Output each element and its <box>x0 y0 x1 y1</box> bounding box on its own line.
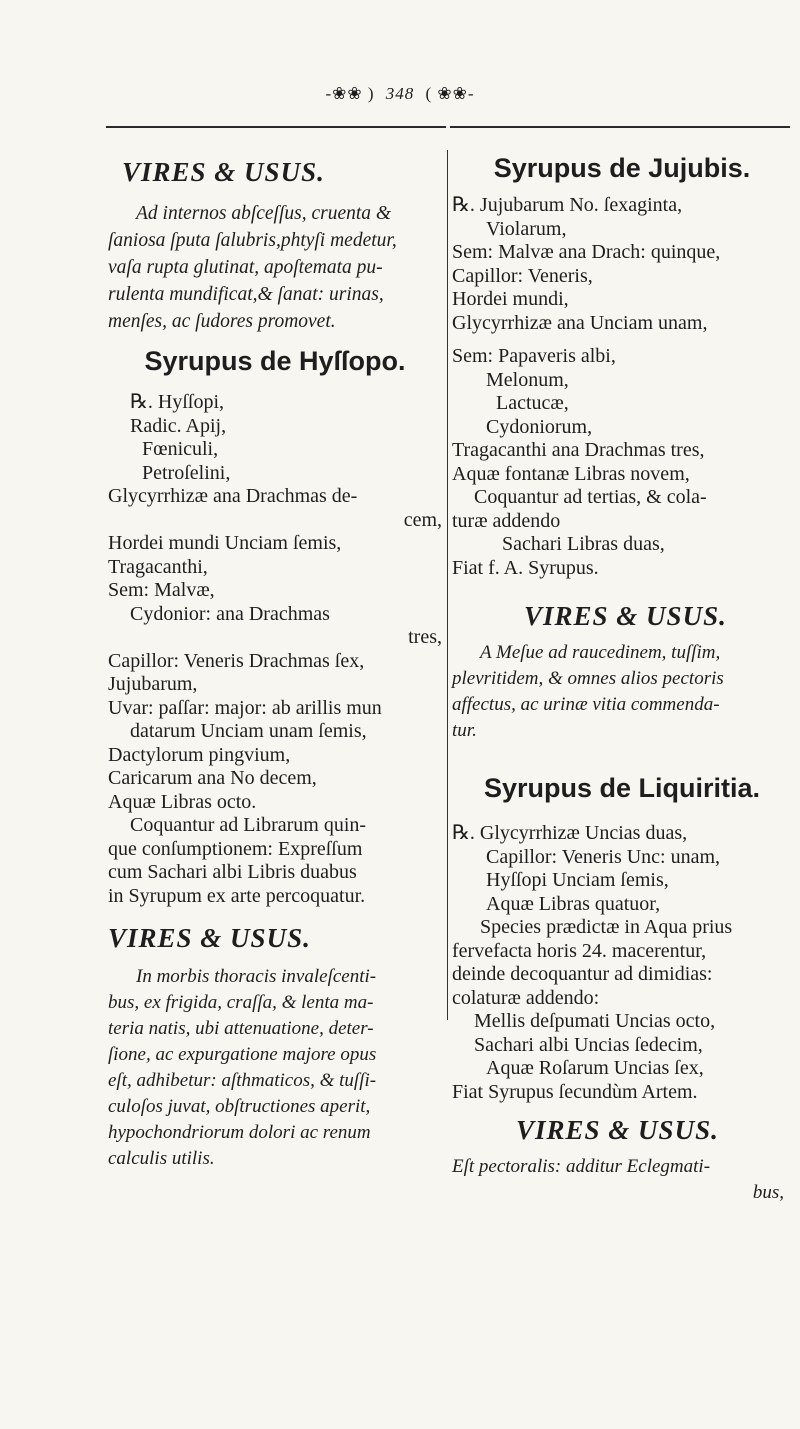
text-line: Ad internos abſceſſus, cruenta & <box>136 203 392 224</box>
recipe-line: Lactucæ, <box>496 392 569 414</box>
recipe-line: Violarum, <box>486 217 567 240</box>
recipe-line: colaturæ addendo: <box>452 986 600 1009</box>
recipe-line: Coquantur ad tertias, & cola- <box>474 486 707 508</box>
recipe-line: Jujubarum, <box>108 673 198 695</box>
text-line: bus, ex frigida, craſſa, & lenta ma- <box>108 992 374 1013</box>
recipe-line: Hordei mundi Unciam ſemis, <box>108 532 342 554</box>
recipe-line: Fœniculi, <box>142 438 219 460</box>
page-number: 348 <box>385 84 415 103</box>
recipe-line: Capillor: Veneris, <box>452 264 593 287</box>
recipe-line: Caricarum ana No decem, <box>108 767 317 789</box>
vires-usus-heading: VIRES & USUS. <box>524 601 727 631</box>
text-line: plevritidem, & omnes alios pectoris <box>452 668 724 689</box>
recipe-line: deinde decoquantur ad dimidias: <box>452 963 713 985</box>
section-title: Syrupus de Liquiritia. <box>483 773 761 803</box>
section-title: Syrupus de Jujubis. <box>493 153 751 183</box>
recipe-line: Cydoniorum, <box>486 415 593 438</box>
page-header <box>0 84 800 112</box>
recipe-line: Melonum, <box>486 368 569 391</box>
text-line: eſt, adhibetur: aſthmaticos, & tuſſi- <box>108 1070 377 1091</box>
recipe-line: Glycyrrhizæ ana Drachmas de- <box>108 485 358 507</box>
recipe-line: Species prædictæ in Aqua prius <box>480 916 733 938</box>
column-divider <box>447 150 448 1020</box>
recipe-line: Capillor: Veneris Unc: unam, <box>486 845 721 868</box>
usus-paragraph <box>452 1154 792 1206</box>
recipe-line: tres, <box>408 626 442 648</box>
recipe-line: Aquæ Libras octo. <box>108 790 257 813</box>
text-line: A Meſue ad raucedinem, tuſſim, <box>480 642 721 663</box>
header-rule-right <box>450 126 790 128</box>
recipe-line: cum Sachari albi Libris duabus <box>108 861 357 883</box>
text-line: teria natis, ubi attenuatione, deter- <box>108 1018 374 1039</box>
recipe-jujubis <box>452 194 792 580</box>
recipe-line: cem, <box>403 508 442 531</box>
recipe-line: Hordei mundi, <box>452 288 569 310</box>
text-line: In morbis thoracis invaleſcenti- <box>136 966 377 987</box>
recipe-line: Dactylorum pingvium, <box>108 743 291 766</box>
recipe-line: Aquæ Roſarum Uncias ſex, <box>486 1057 704 1079</box>
section-title: Syrupus de Hyſſopo. <box>144 346 406 376</box>
recipe-line: ℞. Jujubarum No. ſexaginta, <box>452 194 683 216</box>
recipe-line: que conſumptionem: Expreſſum <box>108 837 363 860</box>
recipe-line: turæ addendo <box>452 509 561 532</box>
recipe-line: Radic. Apij, <box>130 414 227 437</box>
recipe-line: Fiat Syrupus ſecundùm Artem. <box>452 1080 698 1103</box>
recipe-line: Sem: Malvæ ana Drach: quinque, <box>452 241 721 263</box>
vires-usus-heading: VIRES & USUS. <box>516 1115 719 1145</box>
recipe-line: ℞. Hyſſopi, <box>130 391 225 413</box>
recipe-line: Sachari albi Uncias ſedecim, <box>474 1033 703 1056</box>
recipe-hyssopo <box>108 391 442 908</box>
header-ornament-right: ( ❀❀- <box>425 84 475 103</box>
recipe-line: in Syrupum ex arte percoquatur. <box>108 884 366 907</box>
usus-paragraph <box>452 640 792 744</box>
text-line: hypochondriorum dolori ac renum <box>108 1122 371 1143</box>
recipe-line: Tragacanthi ana Drachmas tres, <box>452 439 705 461</box>
vires-usus-heading: VIRES & USUS. <box>122 157 325 187</box>
text-line: affectus, ac urinæ vitia commenda- <box>452 694 720 715</box>
text-line: rulenta mundificat,& ſanat: urinas, <box>108 284 384 305</box>
recipe-line: Petroſelini, <box>142 461 231 484</box>
text-line: Eſt pectoralis: additur Eclegmati- <box>452 1156 711 1177</box>
usus-paragraph <box>108 964 442 1172</box>
recipe-line: Hyſſopi Unciam ſemis, <box>486 869 669 891</box>
right-column <box>452 130 792 1206</box>
recipe-line: Glycyrrhizæ ana Unciam unam, <box>452 311 708 334</box>
header-ornament-left: -❀❀ ) <box>325 84 375 103</box>
recipe-line: Sachari Libras duas, <box>502 533 665 555</box>
vires-usus-heading: VIRES & USUS. <box>108 923 311 953</box>
recipe-line: Cydonior: ana Drachmas <box>130 602 330 625</box>
recipe-line: Fiat f. A. Syrupus. <box>452 556 599 579</box>
text-line: vaſa rupta glutinat, apoſtemata pu- <box>108 257 383 278</box>
recipe-line: Coquantur ad Librarum quin- <box>130 814 367 836</box>
left-column <box>108 130 442 1172</box>
recipe-line: Mellis deſpumati Uncias octo, <box>474 1010 716 1032</box>
text-line: bus, <box>752 1182 784 1203</box>
recipe-line: Aquæ Libras quatuor, <box>486 892 661 915</box>
recipe-liquiritia <box>452 822 792 1104</box>
text-line: ſaniosa ſputa ſalubris,phtyſi medetur, <box>108 230 397 251</box>
text-line: culoſos juvat, obſtructiones aperit, <box>108 1096 371 1117</box>
text-line: calculis utilis. <box>108 1148 215 1169</box>
recipe-line: Aquæ fontanæ Libras novem, <box>452 462 690 485</box>
text-line: tur. <box>452 720 477 741</box>
intro-paragraph <box>108 200 442 335</box>
recipe-line: ℞. Glycyrrhizæ Uncias duas, <box>452 822 688 844</box>
recipe-line: Sem: Papaveris albi, <box>452 345 616 367</box>
recipe-line: Uvar: paſſar: major: ab arillis mun <box>108 696 382 719</box>
text-line: ſione, ac expurgatione majore opus <box>108 1044 377 1065</box>
recipe-line: Tragacanthi, <box>108 555 208 578</box>
text-line: menſes, ac ſudores promovet. <box>108 311 336 332</box>
recipe-line: Capillor: Veneris Drachmas ſex, <box>108 649 365 672</box>
header-rule-left <box>106 126 446 128</box>
recipe-line: fervefacta horis 24. macerentur, <box>452 939 707 962</box>
recipe-line: datarum Unciam unam ſemis, <box>130 720 367 742</box>
recipe-line: Sem: Malvæ, <box>108 579 215 601</box>
